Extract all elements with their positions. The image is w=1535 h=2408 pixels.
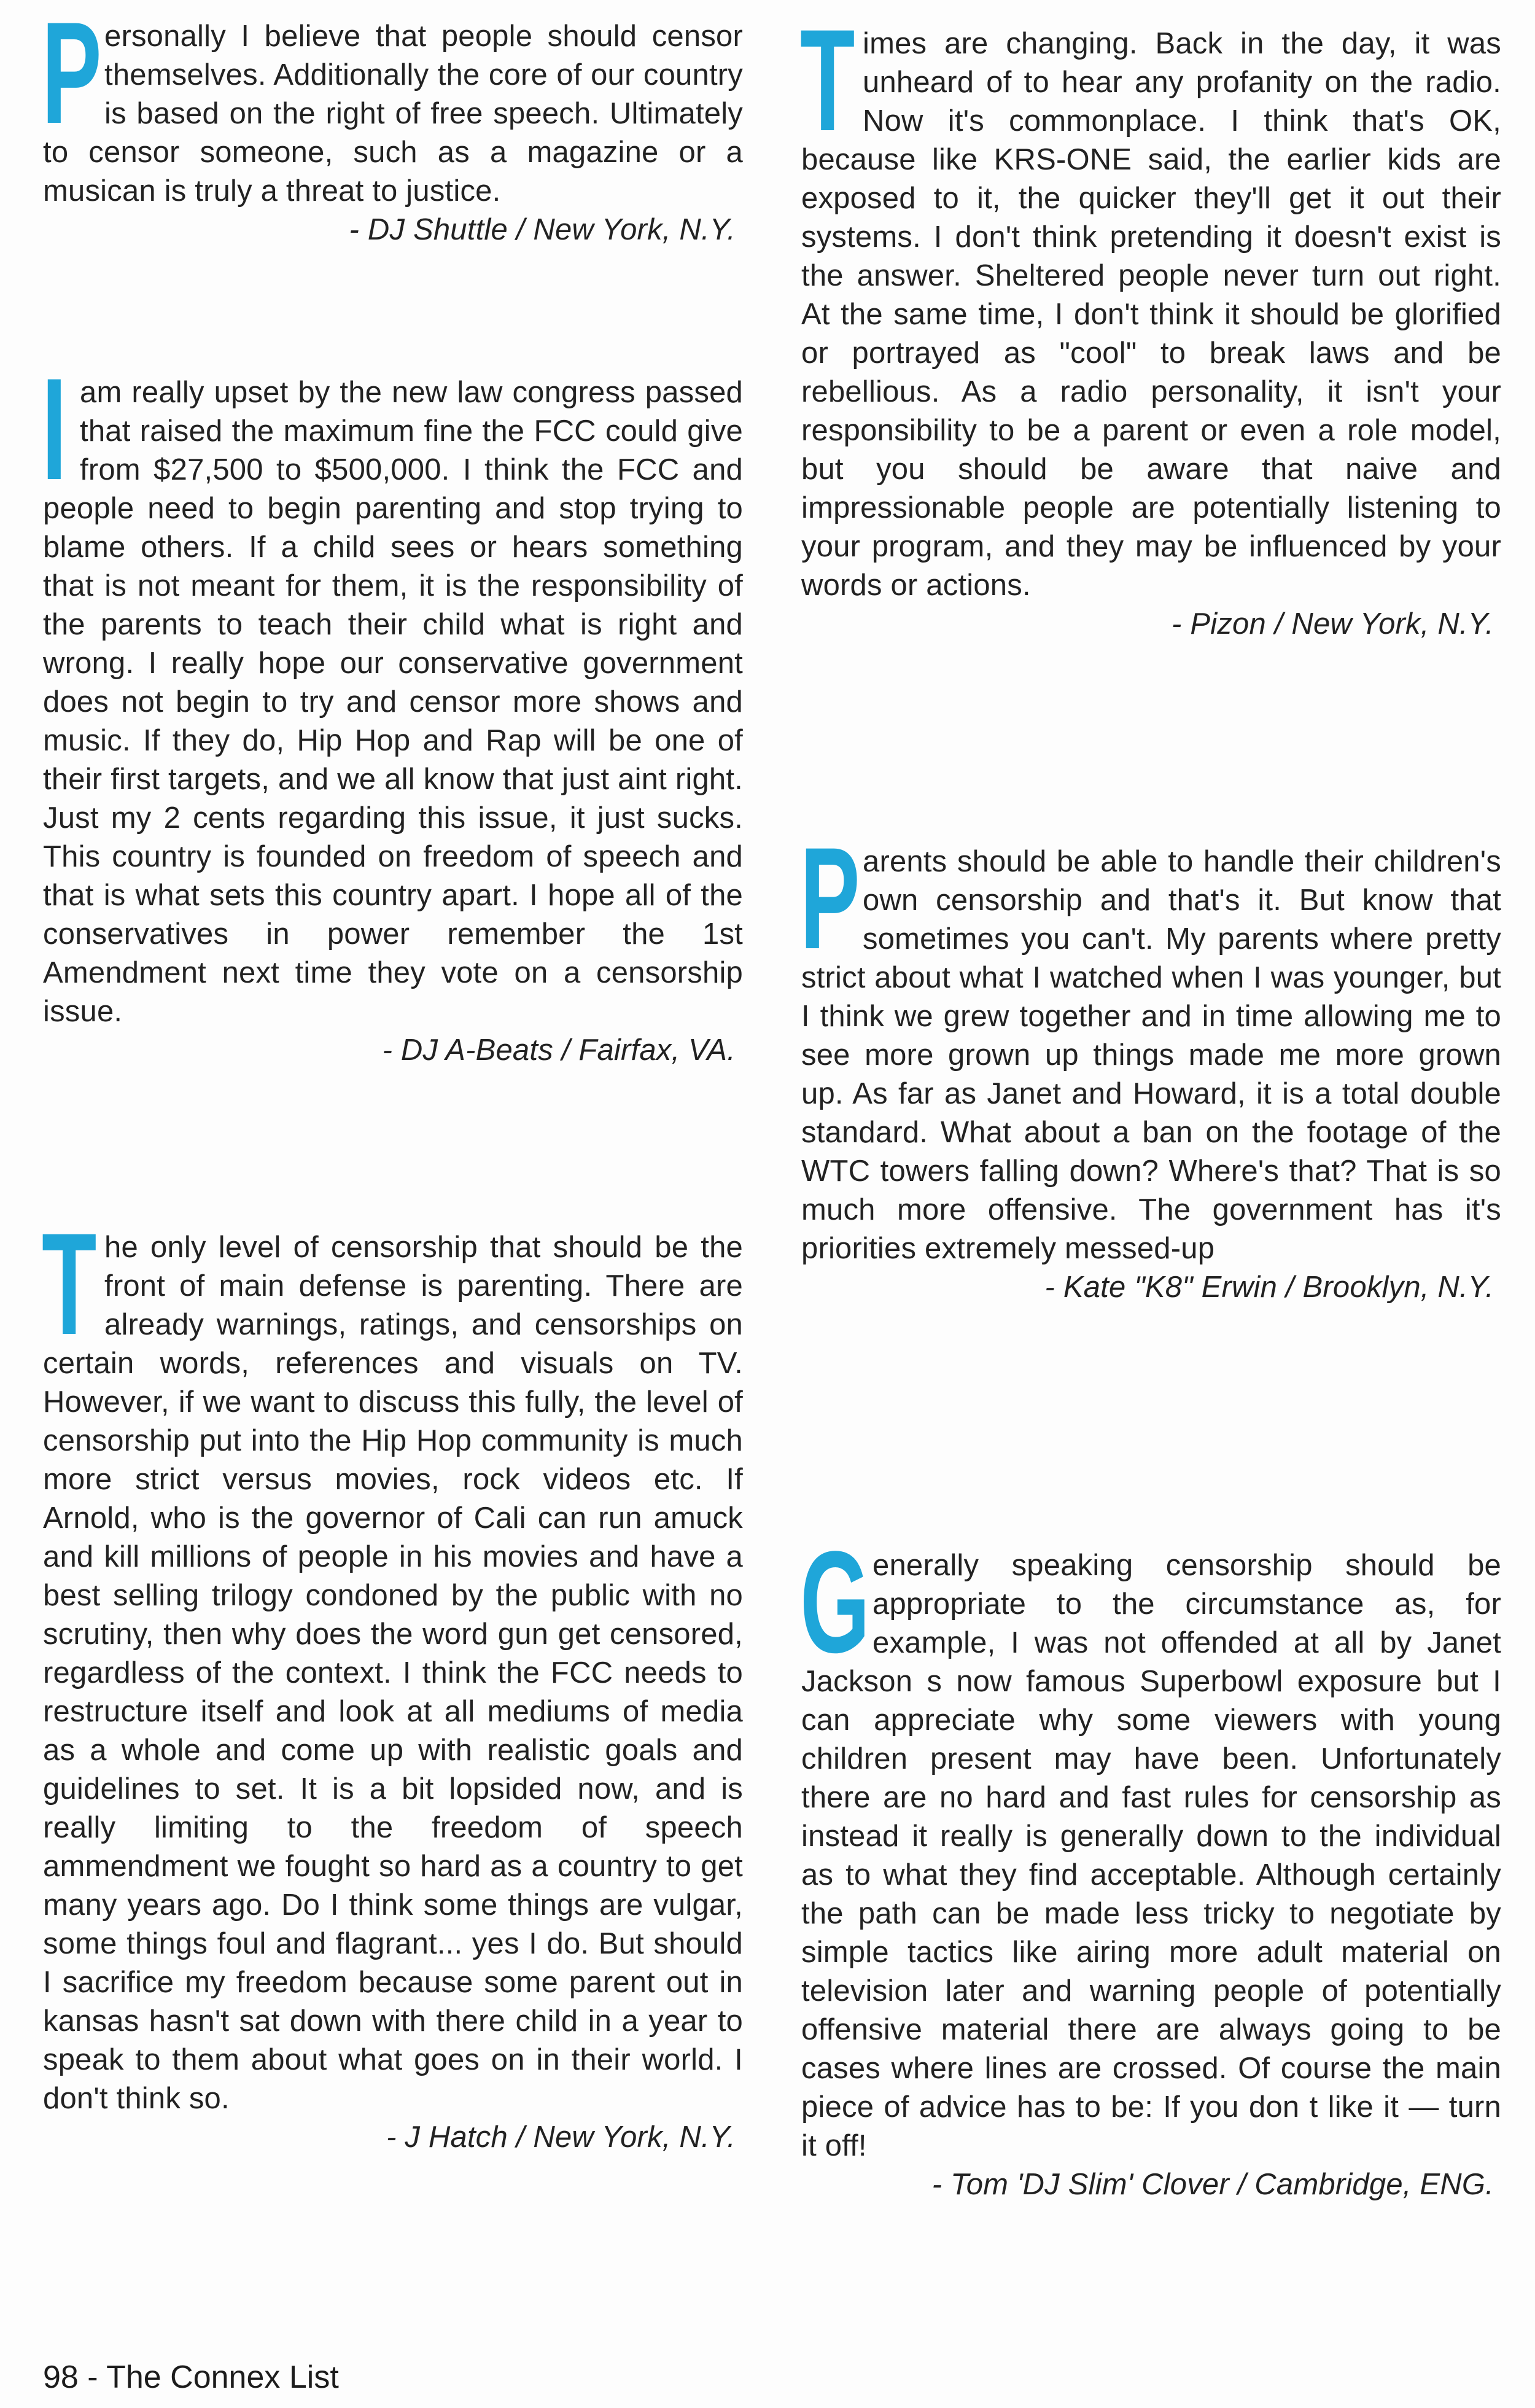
drop-cap-letter: P (800, 817, 860, 980)
letter-j-hatch (42, 1203, 743, 2157)
letter-signature: - Tom 'DJ Slim' Clover / Cambridge, ENG. (931, 2168, 1494, 2201)
letter-body: enerally speaking censorship should be appropriate to the circumstance as, for example, I was not offended at all by Janet Jackson s now famous Superbowl exposure but I can appreciate why some viewers with young children present may have been. Unfortunately there are no hard and fast rules for censorship as instead it really is generally down to the individual as to what they find acceptable. Although certainly the path can be made less tricky to negotiate by simple tactics like airing more adult material on television later and warning people of potentially offensive material there are always going to be cases where lines are crossed. Of course the main piece of advice has to be: If you don t like it — turn it off! (801, 1549, 1501, 2162)
letter-signature: - Kate "K8" Erwin / Brooklyn, N.Y. (1044, 1271, 1494, 1304)
letter-body: am really upset by the new law congress passed that raised the maximum fine the FCC could give from $27,500 to $500,000. I think the FCC and people need to begin parenting and stop trying to blame others. If a child sees or hears something that is not meant for them, it is the responsibility of the parents to teach their child what is right and wrong. I really hope our conservative government does not begin to try and censor more shows and music. If they do, Hip Hop and Rap will be one of their first targets, and we all know that just aint right. Just my 2 cents regarding this issue, it just sucks. This country is founded on freedom of speech and that is what sets this country apart. I hope all of the conservatives in power remember the 1st Amendment next time they vote on a censorship issue. (43, 376, 743, 1028)
letter-body: he only level of censorship that should be the front of main defense is parenting. There are already warnings, ratings, and censorships on certain words, references and visuals on TV. However, if we want to discuss this fully, the level of censorship put into the Hip Hop community is much more strict versus movies, rock videos etc. If Arnold, who is the governor of Cali can run amuck and kill millions of people in his movies and have a best selling trilogy condoned by the public with no scrutiny, then why does the word gun get censored, regardless of the context. I think the FCC needs to restructure itself and look at all mediums of media as a whole and come up with realistic goals and guidelines to set. It is a bit lopsided now, and is really limiting to the freedom of speech ammendment we fought so hard as a country to get many years ago. Do I think some things are vulgar, some things foul and flagrant... yes I do. But should I sacrifice my freedom because some parent out in kansas hasn't sat down with there child in a year to speak to them about what goes on in their world. I don't think so. (43, 1231, 743, 2115)
letter-signature: - DJ Shuttle / New York, N.Y. (349, 213, 736, 246)
letter-dj-a-beats (42, 348, 743, 1070)
letter-kate-erwin (800, 817, 1501, 1307)
drop-cap-letter: G (800, 1521, 870, 1683)
letter-dj-shuttle (42, 0, 743, 249)
drop-cap-letter: T (42, 1203, 97, 1365)
letter-body: arents should be able to handle their children's own censorship and that's it. But know that sometimes you can't. My parents where pretty strict about what I watched when I was younger, but I think we grew together and in time allowing me to see more grown up things made me more grown up. As far as Janet and Howard, it is a total double standard. What about a ban on the footage of the WTC towers falling down? Where's that? That is so much more offensive. The government has it's priorities extremely messed-up (801, 845, 1501, 1265)
page-footer: 98 - The Connex List (43, 2359, 339, 2395)
letter-pizon (800, 0, 1501, 644)
letter-signature: - J Hatch / New York, N.Y. (386, 2121, 736, 2154)
drop-cap-letter: T (800, 0, 855, 162)
drop-cap-letter: P (42, 0, 102, 154)
letter-signature: - DJ A-Beats / Fairfax, VA. (382, 1034, 736, 1067)
letter-tom-clover (800, 1521, 1501, 2204)
letter-signature: - Pizon / New York, N.Y. (1172, 607, 1494, 641)
letter-body: ersonally I believe that people should censor themselves. Additionally the core of our country is based on the right of free speech. Ultimately to censor someone, such as a magazine or a musican is truly a threat to justice. (43, 20, 743, 208)
letter-body: imes are changing. Back in the day, it was unheard of to hear any profanity on the radio. Now it's commonplace. I think that's OK, because like KRS-ONE said, the earlier kids are exposed to it, the quicker they'll get it out their systems. I don't think pretending it doesn't exist is the answer. Sheltered people never turn out right. At the same time, I don't think it should be glorified or portrayed as "cool" to break laws and be rebellious. As a radio personality, it isn't your responsibility to be a parent or even a role model, but you should be aware that naive and impressionable people are potentially listening to your program, and they may be influenced by your words or actions. (801, 27, 1501, 602)
drop-cap-letter: I (42, 348, 67, 510)
